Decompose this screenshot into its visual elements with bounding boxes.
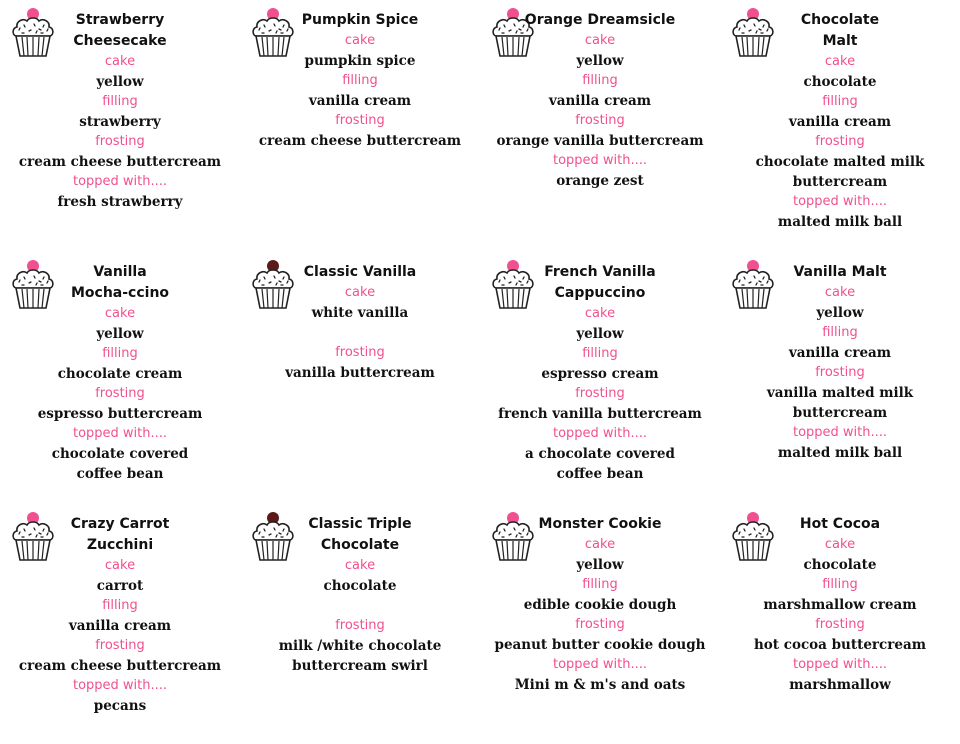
frosting-label: frosting <box>575 386 625 401</box>
card-title: Classic Triple <box>308 516 412 532</box>
topped-value: fresh strawberry <box>57 194 183 210</box>
card-title: Malt <box>822 33 858 49</box>
topped-label: topped with.... <box>72 678 168 693</box>
cupcake-card <box>0 504 240 744</box>
card-text <box>724 514 956 695</box>
filling-label: filling <box>582 73 618 88</box>
frosting-label: frosting <box>815 365 865 380</box>
filling-value: edible cookie dough <box>523 597 677 613</box>
cake-label: cake <box>824 54 856 69</box>
frosting-label: frosting <box>575 113 625 128</box>
filling-label: filling <box>582 346 618 361</box>
topped-value: a chocolate covered <box>525 446 675 462</box>
cake-label: cake <box>584 306 616 321</box>
cupcake-card <box>240 0 480 240</box>
filling-value: vanilla cream <box>788 345 892 361</box>
cake-value: pumpkin spice <box>304 53 416 69</box>
card-text <box>724 262 956 463</box>
topped-value: orange zest <box>556 173 644 189</box>
cupcake-card <box>720 0 960 240</box>
frosting-label: frosting <box>815 617 865 632</box>
filling-value: strawberry <box>79 114 161 130</box>
topped-value: coffee bean <box>556 466 644 482</box>
topped-value: chocolate covered <box>51 446 189 462</box>
card-text <box>244 262 476 383</box>
card-title: Orange Dreamsicle <box>524 12 676 28</box>
frosting-label: frosting <box>815 134 865 149</box>
card-text <box>484 10 716 191</box>
filling-value: vanilla cream <box>548 93 652 109</box>
topped-label: topped with.... <box>552 153 648 168</box>
topped-value: coffee bean <box>76 466 164 482</box>
frosting-value: hot cocoa buttercream <box>753 637 927 653</box>
cupcake-card <box>480 504 720 744</box>
topped-label: topped with.... <box>72 174 168 189</box>
card-text <box>244 514 476 676</box>
card-title: Chocolate <box>800 12 880 28</box>
filling-value: chocolate cream <box>57 366 183 382</box>
frosting-value: cream cheese buttercream <box>258 133 462 149</box>
cake-label: cake <box>584 33 616 48</box>
frosting-value: peanut butter cookie dough <box>494 637 706 653</box>
frosting-value: vanilla buttercream <box>285 365 435 381</box>
card-text <box>244 10 476 151</box>
card-title: Pumpkin Spice <box>301 12 419 28</box>
frosting-label: frosting <box>95 134 145 149</box>
cake-value: chocolate <box>803 74 877 90</box>
card-text <box>4 514 236 716</box>
cupcake-card <box>720 252 960 492</box>
card-title: Cheesecake <box>73 33 167 49</box>
filling-value: espresso cream <box>541 366 659 382</box>
frosting-value: milk /white chocolate buttercream swirl <box>278 638 442 674</box>
frosting-value: orange vanilla buttercream <box>496 133 704 149</box>
frosting-value: espresso buttercream <box>37 406 203 422</box>
frosting-label: frosting <box>95 386 145 401</box>
cake-value: yellow <box>576 326 624 342</box>
filling-label: filling <box>822 325 858 340</box>
frosting-label: frosting <box>335 345 385 360</box>
cake-label: cake <box>344 33 376 48</box>
frosting-value: chocolate malted milk buttercream <box>755 154 925 190</box>
cupcake-card <box>480 252 720 492</box>
cake-value: yellow <box>576 53 624 69</box>
card-title: Vanilla Malt <box>793 264 887 280</box>
cake-label: cake <box>344 558 376 573</box>
cake-label: cake <box>104 558 136 573</box>
cake-value: yellow <box>96 74 144 90</box>
topped-value: pecans <box>93 698 147 714</box>
card-text <box>4 262 236 484</box>
cake-label: cake <box>104 54 136 69</box>
cake-label: cake <box>824 537 856 552</box>
card-title: French Vanilla <box>544 264 656 280</box>
card-text <box>484 262 716 484</box>
cupcake-card <box>0 0 240 240</box>
card-title: Classic Vanilla <box>303 264 417 280</box>
frosting-value: french vanilla buttercream <box>498 406 702 422</box>
filling-label: filling <box>822 577 858 592</box>
filling-label: filling <box>822 94 858 109</box>
filling-value: vanilla cream <box>308 93 412 109</box>
card-title: Hot Cocoa <box>799 516 881 532</box>
filling-label: filling <box>102 346 138 361</box>
cake-value: chocolate <box>323 578 397 594</box>
card-title: Mocha-ccino <box>70 285 170 301</box>
cake-value: chocolate <box>803 557 877 573</box>
card-title: Chocolate <box>320 537 400 553</box>
filling-value: vanilla cream <box>68 618 172 634</box>
cupcake-card <box>240 252 480 492</box>
cake-value: yellow <box>576 557 624 573</box>
topped-value: malted milk ball <box>777 214 903 230</box>
cake-value: white vanilla <box>311 305 409 321</box>
card-title: Vanilla <box>93 264 147 280</box>
card-title: Monster Cookie <box>538 516 662 532</box>
frosting-value: vanilla malted milk buttercream <box>766 385 914 421</box>
filling-label: filling <box>102 598 138 613</box>
topped-value: marshmallow <box>789 677 891 693</box>
blank-line <box>244 596 476 616</box>
frosting-value: cream cheese buttercream <box>18 154 222 170</box>
topped-label: topped with.... <box>552 657 648 672</box>
frosting-value: cream cheese buttercream <box>18 658 222 674</box>
cupcake-card <box>0 252 240 492</box>
topped-label: topped with.... <box>552 426 648 441</box>
frosting-label: frosting <box>575 617 625 632</box>
frosting-label: frosting <box>335 113 385 128</box>
cake-label: cake <box>584 537 616 552</box>
cake-value: yellow <box>96 326 144 342</box>
topped-label: topped with.... <box>792 657 888 672</box>
filling-label: filling <box>102 94 138 109</box>
cupcake-card <box>480 0 720 240</box>
filling-label: filling <box>582 577 618 592</box>
card-text <box>724 10 956 232</box>
blank-line <box>244 323 476 343</box>
filling-value: vanilla cream <box>788 114 892 130</box>
topped-value: Mini m & m's and oats <box>514 677 686 693</box>
cake-label: cake <box>104 306 136 321</box>
card-title: Cappuccino <box>554 285 646 301</box>
cake-label: cake <box>344 285 376 300</box>
card-text <box>4 10 236 212</box>
topped-value: malted milk ball <box>777 445 903 461</box>
cake-label: cake <box>824 285 856 300</box>
filling-label: filling <box>342 73 378 88</box>
cake-value: yellow <box>816 305 864 321</box>
topped-label: topped with.... <box>792 425 888 440</box>
filling-value: marshmallow cream <box>763 597 917 613</box>
card-title: Zucchini <box>86 537 154 553</box>
frosting-label: frosting <box>95 638 145 653</box>
topped-label: topped with.... <box>792 194 888 209</box>
card-title: Crazy Carrot <box>70 516 170 532</box>
card-text <box>484 514 716 695</box>
frosting-label: frosting <box>335 618 385 633</box>
topped-label: topped with.... <box>72 426 168 441</box>
cake-value: carrot <box>96 578 144 594</box>
cupcake-card <box>720 504 960 744</box>
cupcake-card <box>240 504 480 744</box>
card-title: Strawberry <box>75 12 165 28</box>
